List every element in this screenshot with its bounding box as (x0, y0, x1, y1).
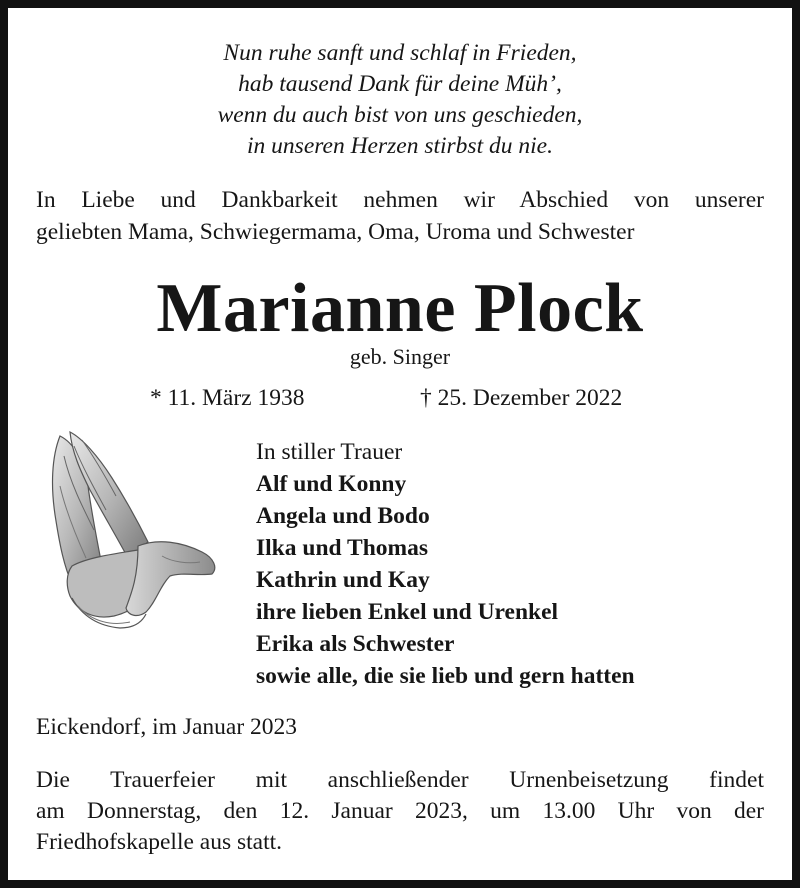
funeral-notice (36, 765, 764, 858)
poem-line: Nun ruhe sanft und schlaf in Frieden, (223, 40, 577, 66)
deceased-name: Marianne Plock (156, 270, 644, 347)
funeral-line: Die Trauerfeier mit anschließender Urnenbeisetzung findet (36, 767, 764, 793)
birth-date: * 11. März 1938 (150, 385, 305, 411)
farewell-intro (36, 184, 764, 248)
mourners-list (256, 436, 635, 692)
poem-line: hab tausend Dank für deine Müh’, (238, 71, 562, 97)
mourner-name: Erika als Schwester (256, 631, 455, 657)
mourner-name: ihre lieben Enkel und Urenkel (256, 599, 559, 625)
mourning-intro: In stiller Trauer (256, 439, 403, 465)
death-date: † 25. Dezember 2022 (420, 385, 623, 411)
mourner-name: sowie alle, die sie lieb und gern hatten (256, 663, 635, 689)
mourner-name: Kathrin und Kay (256, 567, 430, 593)
memorial-poem (8, 38, 792, 162)
maiden-name: geb. Singer (349, 344, 451, 369)
poem-line: wenn du auch bist von uns geschieden, (217, 102, 583, 128)
mourner-name: Ilka und Thomas (256, 535, 428, 561)
intro-line: In Liebe und Dankbarkeit nehmen wir Abschied von unserer (36, 187, 764, 213)
place-and-date: Eickendorf, im Januar 2023 (36, 714, 298, 740)
funeral-line: Friedhofskapelle aus statt. (36, 829, 283, 855)
mourner-name: Alf und Konny (256, 471, 407, 497)
praying-hands-icon (42, 426, 222, 636)
intro-line: geliebten Mama, Schwiegermama, Oma, Uroma und Schwester (36, 219, 635, 245)
funeral-line: am Donnerstag, den 12. Januar 2023, um 13.00 Uhr von der (36, 798, 764, 824)
poem-line: in unseren Herzen stirbst du nie. (247, 133, 553, 159)
mourner-name: Angela und Bodo (256, 503, 430, 529)
